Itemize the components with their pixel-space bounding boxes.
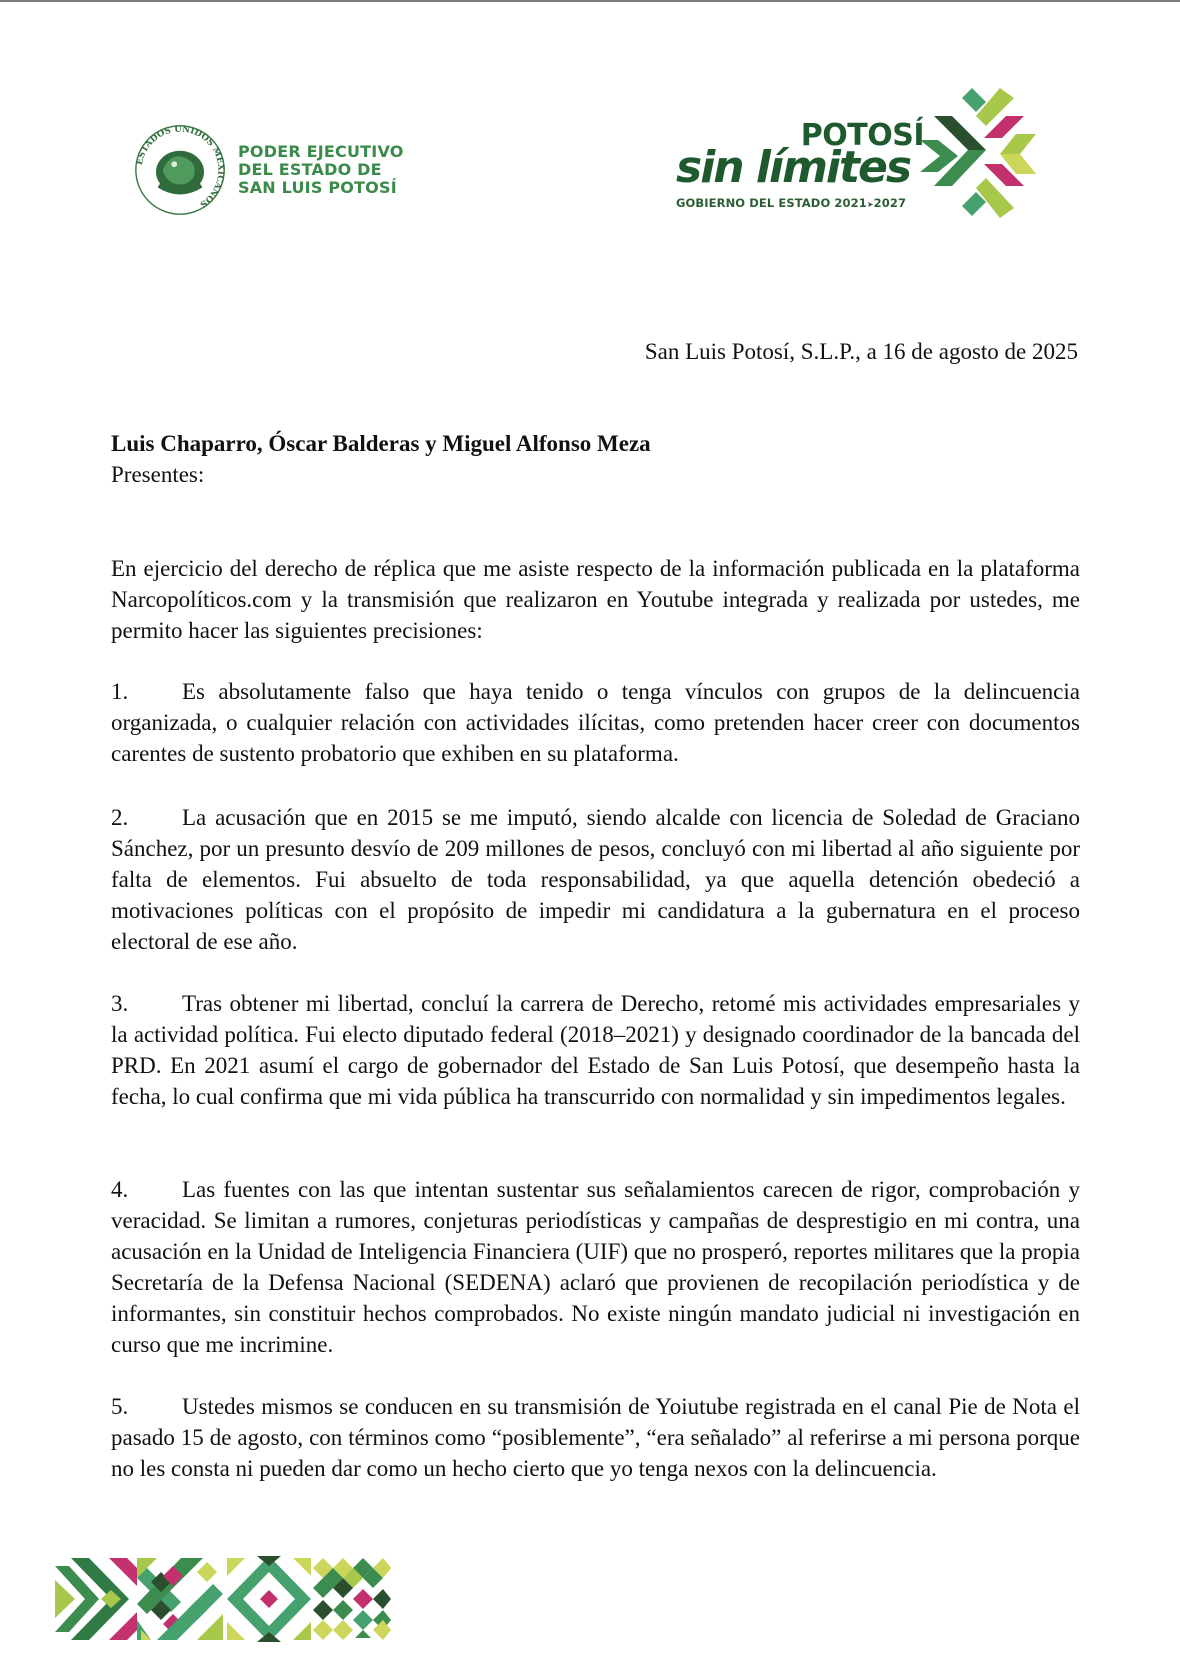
recipient-names: Luis Chaparro, Óscar Balderas y Miguel Alfonso Meza — [111, 431, 651, 456]
recipients-block — [111, 428, 651, 490]
point-text: Tras obtener mi libertad, concluí la carrera de Derecho, retomé mis actividades empresariales y la actividad política. Fui electo diputado federal (2018–2021) y designado coordinador de la bancada del PRD. En 2021 asumí el cargo de gobernador del Estado de San Luis Potosí, que desempeño hasta la fecha, lo cual confirma que mi vida pública ha transcurrido con normalidad y sin impedimentos legales. — [111, 991, 1080, 1109]
point-text: La acusación que en 2015 se me imputó, siendo alcalde con licencia de Soledad de Graciano Sánchez, por un presunto desvío de 209 millones de pesos, concluyó con mi libertad al año siguiente por falta de elementos. Fui absuelto de toda responsabilidad, ya que aquella detención obedeció a motivaciones políticas con el propósito de impedir mi candidatura a la gubernatura en el proceso electoral de ese año. — [111, 805, 1080, 954]
point-number: 4. — [111, 1177, 129, 1202]
point-text: Ustedes mismos se conducen en su transmisión de Yoiutube registrada en el canal Pie de Nota el pasado 15 de agosto, con términos como “posiblemente”, “era señalado” al referirse a mi persona porque no les consta ni pueden dar como un hecho cierto que yo tenga nexos con la delincuencia. — [111, 1394, 1080, 1481]
tagline-text: GOBIERNO DEL ESTADO 2021 — [676, 196, 867, 210]
point-5 — [111, 1391, 1080, 1484]
poder-line-2: DEL ESTADO DE — [238, 160, 382, 179]
x-burst-logo-icon — [920, 88, 1050, 218]
point-text: Es absolutamente falso que haya tenido o tenga vínculos con grupos de la delincuencia organizada, o cualquier relación con actividades ilícitas, como pretenden hacer creer con documentos carentes de sustento probatorio que exhiben en su plataforma. — [111, 679, 1080, 766]
logo-tagline — [676, 196, 906, 210]
poder-ejecutivo-logo — [132, 122, 404, 218]
poder-line-1: PODER EJECUTIVO — [238, 142, 404, 161]
point-number: 1. — [111, 679, 129, 704]
mexican-coat-of-arms-icon — [132, 122, 228, 218]
point-text: Las fuentes con las que intentan sustentar sus señalamientos carecen de rigor, comprobación y veracidad. Se limitan a rumores, conjeturas periodísticas y campañas de desprestigio en mi contra, una acusación en la Unidad de Inteligencia Financiera (UIF) que no prosperó, reportes militares que la propia Secretaría de la Defensa Nacional (SEDENA) aclaró que provienen de recopilación periodística y de informantes, sin constituir hechos comprobados. No existe ningún mandato judicial ni investigación en curso que me incrimine. — [111, 1177, 1080, 1357]
point-3 — [111, 988, 1080, 1112]
intro-paragraph: En ejercicio del derecho de réplica que me asiste respecto de la información publicada en la plataforma Narcopolíticos.com y la transmisión que realizaron en Youtube integrada y realizada por ustedes, me permito hacer las siguientes precisiones: — [111, 556, 1080, 643]
point-1 — [111, 676, 1080, 769]
logo-potosi-word: POTOSÍ — [800, 118, 924, 153]
arrow-icon: ➤ — [866, 200, 874, 209]
point-number: 2. — [111, 805, 129, 830]
place-and-date: San Luis Potosí, S.L.P., a 16 de agosto de 2025 — [644, 339, 1078, 364]
point-number: 5. — [111, 1394, 129, 1419]
point-2 — [111, 802, 1080, 957]
page-top-border — [0, 0, 1180, 2]
salutation: Presentes: — [111, 462, 205, 487]
point-number: 3. — [111, 991, 129, 1016]
point-4 — [111, 1174, 1080, 1360]
poder-line-3: SAN LUIS POTOSÍ — [238, 178, 397, 197]
footer-geometric-pattern-icon — [55, 1556, 391, 1642]
tagline-end-year: 2027 — [873, 196, 907, 210]
logo-sin-limites-word: sin límites — [676, 142, 911, 193]
seal-ring-text: ESTADOS UNIDOS MEXICANOS — [134, 124, 226, 209]
